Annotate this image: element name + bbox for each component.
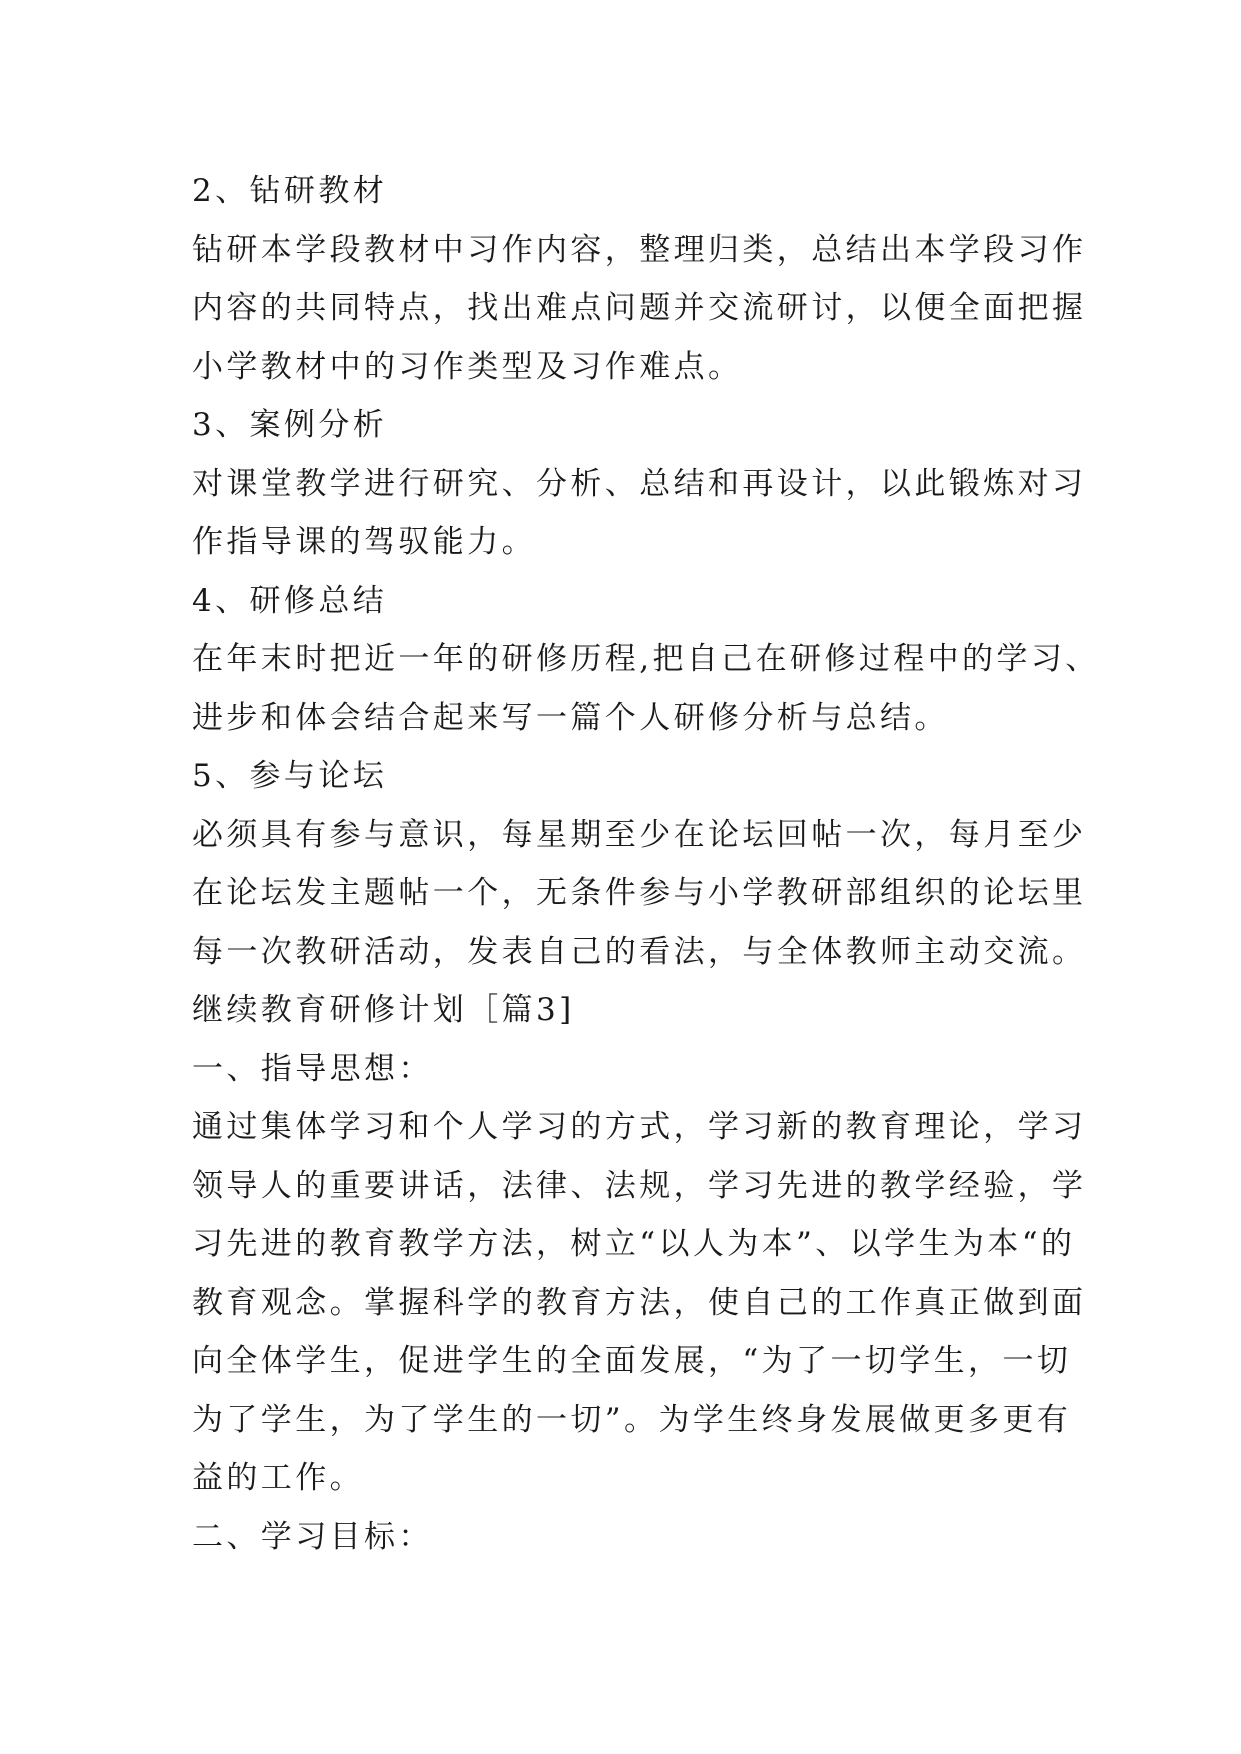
section-heading: 二、学习目标： [192,1518,433,1555]
paragraph-line: 教育观念。掌握科学的教育方法，使自己的工作真正做到面 [192,1284,1087,1321]
paragraph-line: 钻研本学段教材中习作内容，整理归类，总结出本学段习作 [192,231,1087,268]
section-heading: 3、案例分析 [192,407,388,443]
paragraph-line: 为了学生，为了学生的一切”。为学生终身发展做更多更有 [192,1401,1072,1438]
paragraph-line: 向全体学生，促进学生的全面发展，“为了一切学生，一切 [192,1343,1072,1379]
paragraph-line: 进步和体会结合起来写一篇个人研修分析与总结。 [192,699,949,736]
document-section-title: 继续教育研修计划［篇3] [192,992,575,1028]
paragraph-line: 在论坛发主题帖一个，无条件参与小学教研部组织的论坛里 [192,875,1087,911]
paragraph-line: 每一次教研活动，发表自己的看法，与全体教师主动交流。 [192,933,1087,970]
paragraph-line: 通过集体学习和个人学习的方式，学习新的教育理论，学习 [192,1109,1087,1145]
section-heading: 2、钻研教材 [192,173,388,209]
paragraph-line: 小学教材中的习作类型及习作难点。 [192,348,743,385]
section-heading: 一、指导思想： [192,1050,433,1087]
document-page [192,162,1100,1566]
paragraph-line: 在年末时把近一年的研修历程,把自己在研修过程中的学习、 [192,641,1100,677]
section-heading: 4、研修总结 [192,582,388,619]
section-heading: 5、参与论坛 [192,758,388,794]
paragraph-line: 作指导课的驾驭能力。 [192,524,536,560]
paragraph-line: 益的工作。 [192,1460,364,1496]
paragraph-line: 必须具有参与意识，每星期至少在论坛回帖一次，每月至少 [192,816,1087,853]
paragraph-line: 内容的共同特点，找出难点问题并交流研讨，以便全面把握 [192,290,1087,326]
paragraph-line: 习先进的教育教学方法，树立“以人为本”、以学生为本“的 [192,1226,1076,1262]
paragraph-line: 对课堂教学进行研究、分析、总结和再设计，以此锻炼对习 [192,465,1087,502]
paragraph-line: 领导人的重要讲话，法律、法规，学习先进的教学经验，学 [192,1167,1087,1204]
